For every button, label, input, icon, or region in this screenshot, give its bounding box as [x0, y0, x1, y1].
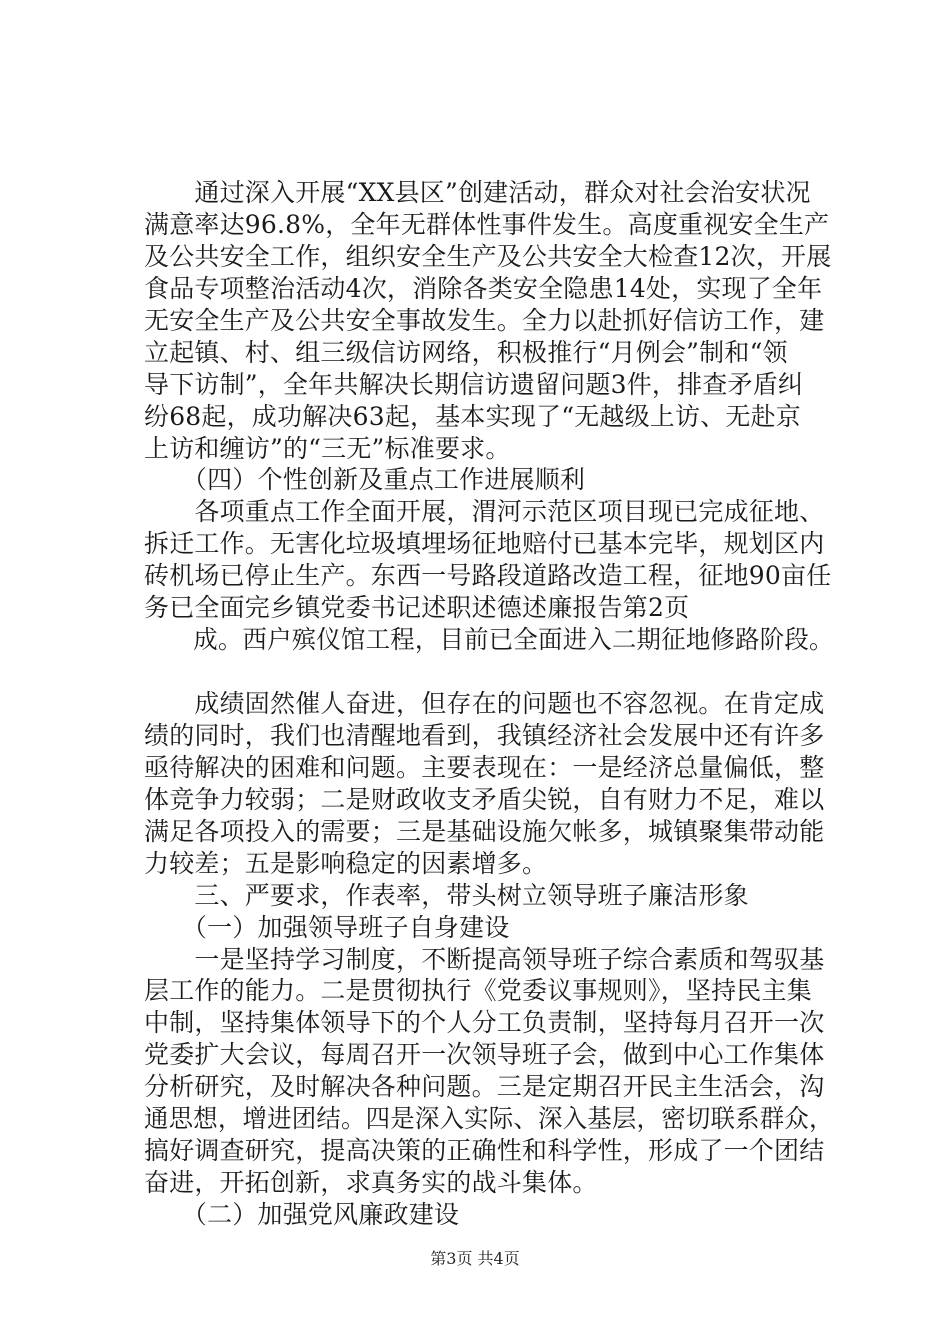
text-line: 层工作的能力。二是贯彻执行《党委议事规则》，坚持民主集	[144, 976, 812, 1006]
text-line: 绩的同时，我们也清醒地看到，我镇经济社会发展中还有许多	[144, 720, 825, 750]
text-line: 搞好调查研究，提高决策的正确性和科学性，形成了一个团结	[144, 1136, 825, 1166]
text-line: 亟待解决的困难和问题。主要表现在：一是经济总量偏低，整	[144, 752, 825, 782]
text-line: 导下访制”，全年共解决长期信访遗留问题3件，排查矛盾纠	[144, 369, 804, 399]
section-heading: （四）个性创新及重点工作进展顺利	[144, 465, 586, 495]
text-line: 及公共安全工作，组织安全生产及公共安全大检查12次，开展	[144, 241, 832, 271]
text-line: 食品专项整治活动4次，消除各类安全隐患14处，实现了全年	[144, 273, 823, 303]
text-line: 无安全生产及公共安全事故发生。全力以赴抓好信访工作，建	[144, 305, 825, 335]
text-line: 满足各项投入的需要；三是基础设施欠帐多，城镇聚集带动能	[144, 816, 825, 846]
text-line: 满意率达96.8%，全年无群体性事件发生。高度重视安全生产	[144, 209, 830, 239]
text-line: 纷68起，成功解决63起，基本实现了“无越级上访、无赴京	[144, 401, 802, 431]
text-line: 分析研究，及时解决各种问题。三是定期召开民主生活会，沟	[144, 1072, 825, 1102]
text-line: 成绩固然催人奋进，但存在的问题也不容忽视。在肯定成	[144, 689, 825, 718]
text-line: 党委扩大会议，每周召开一次领导班子会，做到中心工作集体	[144, 1040, 825, 1070]
text-line: 奋进，开拓创新，求真务实的战斗集体。	[144, 1168, 598, 1198]
section-heading: （一）加强领导班子自身建设	[144, 912, 510, 942]
text-line: 立起镇、村、组三级信访网络，积极推行“月例会”制和“领	[144, 337, 788, 367]
text-line: 拆迁工作。无害化垃圾填埋场征地赔付已基本完毕，规划区内	[144, 529, 825, 559]
text-line: 力较差；五是影响稳定的因素增多。	[144, 848, 548, 878]
text-line: 砖机场已停止生产。东西一号路段道路改造工程，征地90亩任	[144, 561, 832, 591]
text-line: 体竞争力较弱；二是财政收支矛盾尖锐，自有财力不足，难以	[144, 784, 825, 814]
text-line: 务已全面完乡镇党委书记述职述德述廉报告第2页	[144, 593, 690, 623]
text-line: 各项重点工作全面开展，渭河示范区项目现已完成征地、	[144, 497, 825, 527]
text-line: 通过深入开展“XX县区”创建活动，群众对社会治安状况	[144, 178, 811, 207]
text-line: 成。西户殡仪馆工程，目前已全面进入二期征地修路阶段。	[144, 625, 834, 655]
text-line: 一是坚持学习制度，不断提高领导班子综合素质和驾驭基	[144, 944, 825, 974]
section-heading: 三、严要求，作表率，带头树立领导班子廉洁形象	[144, 880, 749, 910]
text-line: 中制，坚持集体领导下的个人分工负责制，坚持每月召开一次	[144, 1008, 825, 1038]
text-line: 上访和缠访”的“三无”标准要求。	[144, 433, 511, 463]
section-heading: （二）加强党风廉政建设	[144, 1200, 460, 1229]
text-line: 通思想，增进团结。四是深入实际、深入基层，密切联系群众，	[144, 1104, 834, 1134]
page-footer: 第3页 共4页	[430, 1249, 520, 1268]
